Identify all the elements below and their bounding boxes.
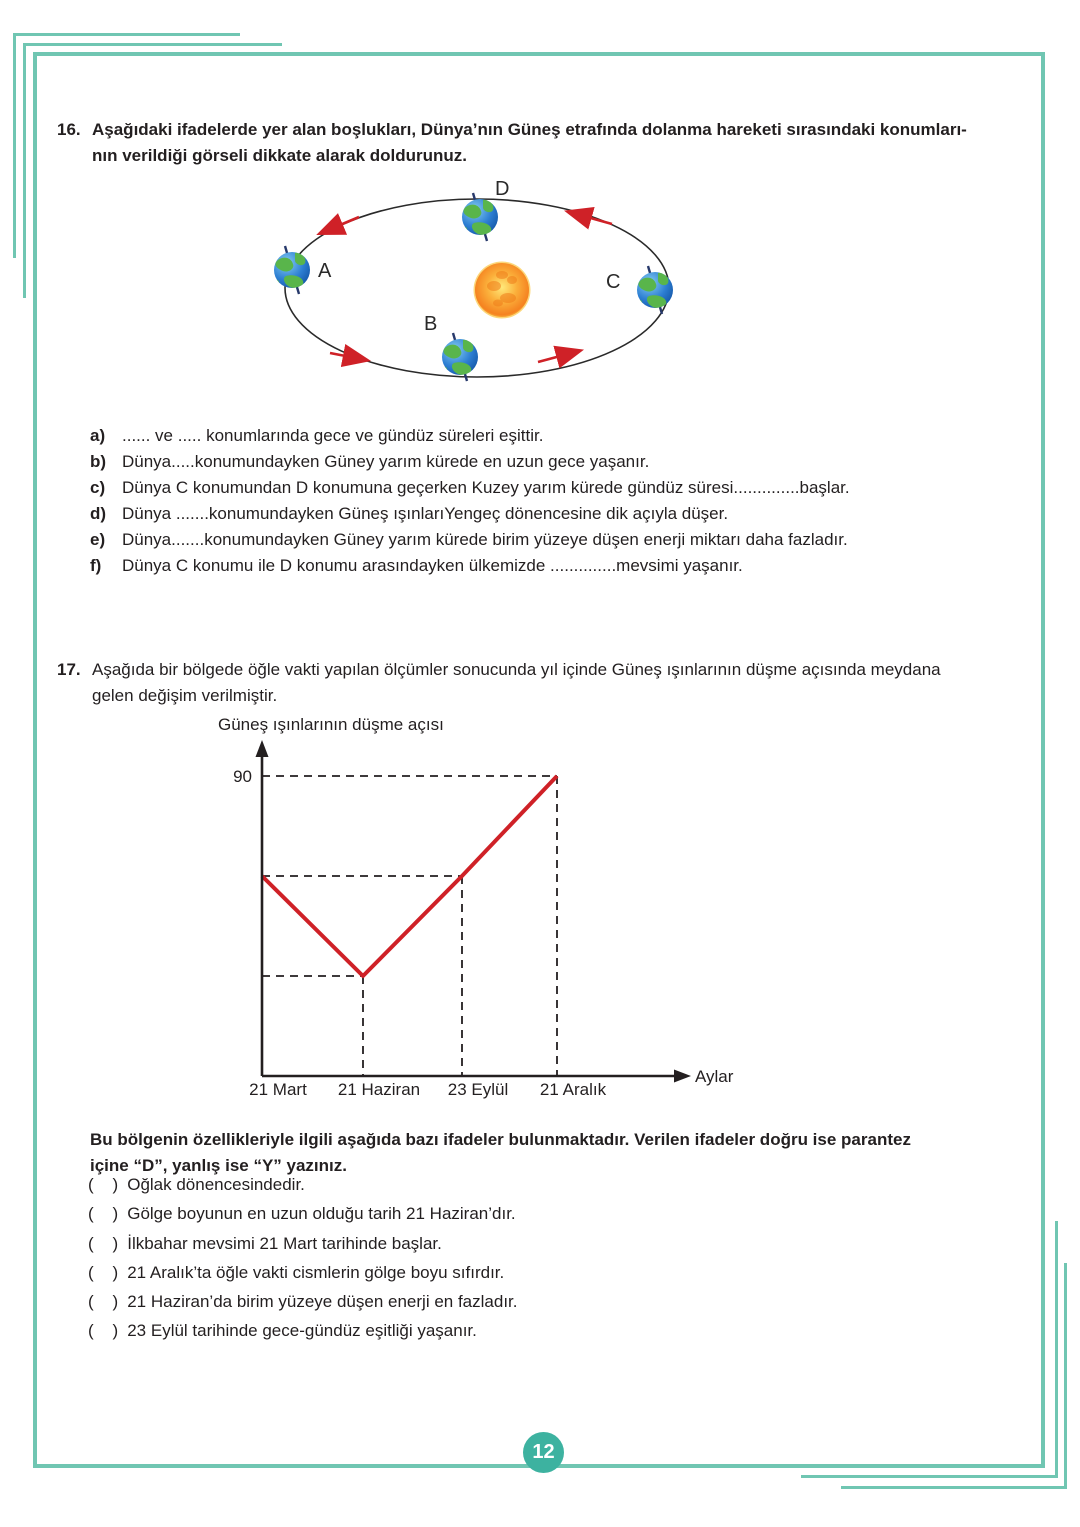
- item-b-label: b): [90, 452, 107, 471]
- item-d-text: Dünya .......konumundayken Güneş ışınlarıYengeç dönencesine dik açıyla düşer.: [122, 504, 729, 523]
- statement-4-text: 21 Aralık’ta öğle vakti cismlerin gölge boyu sıfırdır.: [127, 1262, 505, 1282]
- orbit-direction-arrows: [321, 212, 612, 362]
- item-f-text: Dünya C konumu ile D konumu arasındayken ülkemizde ..............mevsimi yaşanır.: [122, 556, 743, 575]
- page-number: 12: [532, 1441, 555, 1463]
- x-tick-1: 21 Haziran: [337, 1080, 421, 1099]
- statement-5: [88, 1287, 1008, 1316]
- statement-6-text: 23 Eylül tarihinde gece-gündüz eşitliği yaşanır.: [127, 1321, 477, 1341]
- statement-1-text: Oğlak dönencesindedir.: [127, 1175, 305, 1194]
- x-axis-label: Aylar: [695, 1067, 734, 1086]
- statement-3-text: İlkbahar mevsimi 21 Mart tarihinde başlar.: [127, 1233, 442, 1253]
- question-16-text: [92, 117, 1042, 169]
- statement-2-paren: ( ): [88, 1204, 119, 1224]
- question-16-line-2: nın verildiği görseli dikkate alarak doldurunuz.: [92, 146, 468, 165]
- chart-y-tick-labels: [233, 767, 252, 786]
- question-17-number: 17.: [57, 660, 81, 679]
- statement-4-paren: ( ): [88, 1262, 119, 1282]
- orbit-label-b: B: [424, 313, 438, 335]
- chart-axes: [262, 754, 676, 1076]
- item-b: [90, 449, 1040, 475]
- question-16-items: [90, 423, 1040, 579]
- item-c: [90, 475, 1040, 501]
- statement-2-text: Gölge boyunun en uzun olduğu tarih 21 Haziran’dır.: [127, 1204, 516, 1224]
- y-axis-arrow: [256, 740, 269, 757]
- item-d-label: d): [90, 504, 107, 523]
- item-c-text: Dünya C konumundan D konumuna geçerken Kuzey yarım kürede gündüz süresi..............başlar.: [122, 478, 850, 497]
- statement-2: [88, 1199, 1008, 1228]
- statement-3-paren: ( ): [88, 1233, 119, 1253]
- statement-1-paren: ( ): [88, 1175, 119, 1194]
- statement-4: [88, 1258, 1008, 1287]
- x-tick-2: 23 Eylül: [447, 1080, 509, 1099]
- orbit-arrow-bottom-right: [538, 351, 579, 362]
- earth-position-d: [460, 193, 498, 241]
- item-a: [90, 423, 1040, 449]
- item-f-label: f): [90, 556, 102, 575]
- y-tick-0: 90: [233, 767, 252, 786]
- orbit-label-a: A: [318, 260, 332, 282]
- q17-instruction-line-1: Bu bölgenin özellikleriyle ilgili aşağıda bazı ifadeler bulunmaktadır. Verilen ifadeler doğru ise parantez: [90, 1130, 911, 1149]
- page-number-badge: [523, 1432, 564, 1473]
- question-17-line-1: Aşağıda bir bölgede öğle vakti yapılan ölçümler sonucunda yıl içinde Güneş ışınlarının düşme açısında meydana: [92, 660, 941, 679]
- sun-illustration: [474, 262, 531, 319]
- earth-position-c: [635, 266, 673, 314]
- q17-statements: [88, 1170, 1008, 1346]
- sun-angle-chart: [190, 710, 760, 1110]
- statement-1: [88, 1170, 1008, 1199]
- x-axis-arrow: [674, 1070, 691, 1083]
- earth-position-a: [272, 246, 310, 294]
- item-d: [90, 501, 1040, 527]
- earth-position-b: [440, 333, 478, 381]
- statement-6-paren: ( ): [88, 1321, 119, 1341]
- question-16-line-1: Aşağıdaki ifadelerde yer alan boşlukları, Dünya’nın Güneş etrafında dolanma hareketi sırasındaki konumları-: [92, 120, 967, 139]
- item-e: [90, 527, 1040, 553]
- orbit-label-d: D: [495, 178, 510, 200]
- item-e-label: e): [90, 530, 106, 549]
- item-a-text: ...... ve ..... konumlarında gece ve gündüz süreleri eşittir.: [122, 426, 544, 445]
- x-tick-3: 21 Aralık: [539, 1080, 607, 1099]
- question-17-text: [92, 657, 1042, 709]
- item-c-label: c): [90, 478, 106, 497]
- orbit-arrow-top-left: [321, 217, 359, 233]
- item-a-label: a): [90, 426, 106, 445]
- question-16: [57, 117, 1042, 169]
- q17-instruction-line-2: içine “D”, yanlış ise “Y” yazınız.: [90, 1156, 347, 1175]
- orbit-label-c: C: [606, 271, 621, 293]
- chart-x-tick-labels: [249, 1080, 606, 1099]
- statement-6: [88, 1316, 1008, 1345]
- statement-5-paren: ( ): [88, 1292, 119, 1312]
- x-tick-0: 21 Mart: [249, 1080, 307, 1099]
- statement-5-text: 21 Haziran’da birim yüzeye düşen enerji en fazladır.: [127, 1292, 518, 1312]
- earth-orbit-diagram: [262, 172, 717, 412]
- chart-title: Güneş ışınlarının düşme açısı: [218, 715, 444, 734]
- orbit-arrow-top-right: [569, 212, 612, 224]
- question-16-number: 16.: [57, 120, 81, 139]
- item-e-text: Dünya.......konumundayken Güney yarım kürede birim yüzeye düşen enerji miktarı daha fazladır.: [122, 530, 848, 549]
- item-f: [90, 553, 1040, 579]
- item-b-text: Dünya.....konumundayken Güney yarım kürede en uzun gece yaşanır.: [122, 452, 650, 471]
- question-17-line-2: gelen değişim verilmiştir.: [92, 686, 278, 705]
- statement-3: [88, 1229, 1008, 1258]
- question-17: [57, 657, 1042, 709]
